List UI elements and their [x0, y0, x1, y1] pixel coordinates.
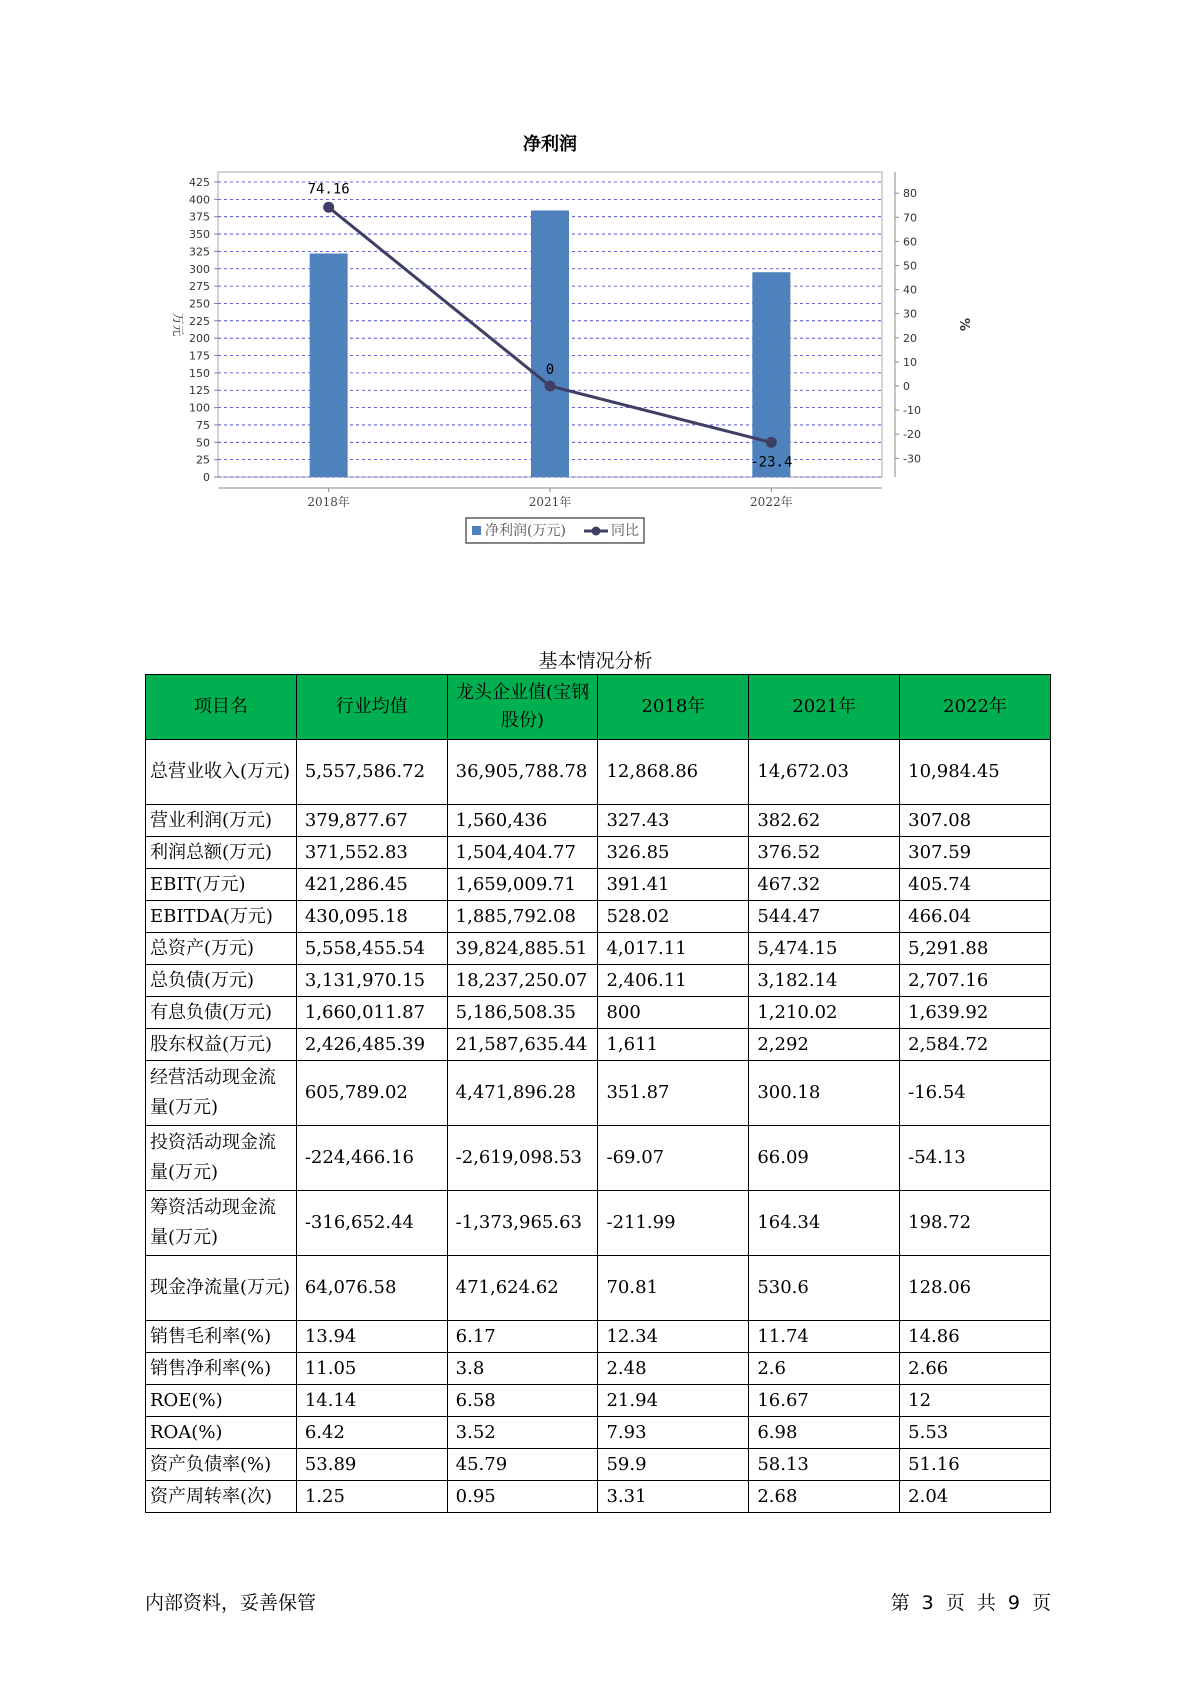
- table-cell: 18,237,250.07: [447, 965, 598, 997]
- y2-tick-label: 20: [903, 331, 917, 345]
- table-cell: 51.16: [900, 1449, 1051, 1481]
- table-cell: 326.85: [598, 837, 749, 869]
- row-label: 投资活动现金流量(万元): [146, 1126, 297, 1191]
- table-cell: 2.6: [749, 1353, 900, 1385]
- table-row: [146, 1481, 1051, 1513]
- y-tick-label: 25: [196, 453, 210, 467]
- table-cell: 12.34: [598, 1321, 749, 1353]
- table-cell: 39,824,885.51: [447, 933, 598, 965]
- table-cell: 2.48: [598, 1353, 749, 1385]
- table-cell: 5.53: [900, 1417, 1051, 1449]
- table-cell: 2,707.16: [900, 965, 1051, 997]
- row-label: 总负债(万元): [146, 965, 297, 997]
- legend-line-label: 同比: [611, 523, 639, 539]
- table-row: [146, 1321, 1051, 1353]
- table-cell: 2,292: [749, 1029, 900, 1061]
- table-cell: 300.18: [749, 1061, 900, 1126]
- y-tick-label: 350: [189, 228, 210, 242]
- table-cell: 66.09: [749, 1126, 900, 1191]
- table-cell: 1,885,792.08: [447, 901, 598, 933]
- table-cell: 800: [598, 997, 749, 1029]
- table-cell: -316,652.44: [296, 1191, 447, 1256]
- header-leader-value: 龙头企业值(宝钢股份): [447, 675, 598, 740]
- table-cell: 21.94: [598, 1385, 749, 1417]
- table-header-row: [146, 675, 1051, 740]
- table-cell: 5,557,586.72: [296, 740, 447, 805]
- row-label: 筹资活动现金流量(万元): [146, 1191, 297, 1256]
- table-cell: 1,210.02: [749, 997, 900, 1029]
- row-label: 经营活动现金流量(万元): [146, 1061, 297, 1126]
- y2-tick-label: 30: [903, 307, 917, 321]
- y2-tick-label: 80: [903, 187, 917, 201]
- row-label: ROA(%): [146, 1417, 297, 1449]
- y2-axis-label: %: [956, 317, 971, 332]
- table-cell: 2,406.11: [598, 965, 749, 997]
- row-label: EBIT(万元): [146, 869, 297, 901]
- x-tick-label: 2021年: [528, 495, 572, 509]
- header-2021: 2021年: [749, 675, 900, 740]
- table-row: [146, 805, 1051, 837]
- row-label: 总资产(万元): [146, 933, 297, 965]
- y2-tick-label: 70: [903, 211, 917, 225]
- y-tick-label: 125: [189, 384, 210, 398]
- table-cell: 3,182.14: [749, 965, 900, 997]
- table-cell: 467.32: [749, 869, 900, 901]
- y2-tick-label: 50: [903, 259, 917, 273]
- table-cell: 3.31: [598, 1481, 749, 1513]
- table-cell: 0.95: [447, 1481, 598, 1513]
- row-label: 资产负债率(%): [146, 1449, 297, 1481]
- row-label: 有息负债(万元): [146, 997, 297, 1029]
- header-item-name: 项目名: [146, 675, 297, 740]
- y2-tick-label: 0: [903, 380, 910, 393]
- table-row: [146, 1449, 1051, 1481]
- table-cell: 6.98: [749, 1417, 900, 1449]
- table-cell: 16.67: [749, 1385, 900, 1417]
- legend-line-marker: [592, 527, 601, 536]
- table-cell: 430,095.18: [296, 901, 447, 933]
- yoy-point: [766, 437, 777, 448]
- basic-analysis-table: [145, 674, 1051, 1513]
- table-cell: 11.05: [296, 1353, 447, 1385]
- table-cell: 14,672.03: [749, 740, 900, 805]
- table-cell: 70.81: [598, 1256, 749, 1321]
- yoy-point: [545, 381, 556, 392]
- table-cell: 3,131,970.15: [296, 965, 447, 997]
- table-cell: 530.6: [749, 1256, 900, 1321]
- table-cell: 5,291.88: [900, 933, 1051, 965]
- table-cell: 544.47: [749, 901, 900, 933]
- table-cell: 1,660,011.87: [296, 997, 447, 1029]
- y-tick-label: 0: [203, 471, 210, 484]
- table-cell: 5,186,508.35: [447, 997, 598, 1029]
- table-cell: -1,373,965.63: [447, 1191, 598, 1256]
- table-cell: 421,286.45: [296, 869, 447, 901]
- table-cell: 379,877.67: [296, 805, 447, 837]
- row-label: 营业利润(万元): [146, 805, 297, 837]
- bar-2018年: [310, 253, 348, 477]
- table-cell: 382.62: [749, 805, 900, 837]
- y-tick-label: 150: [189, 366, 210, 380]
- table-cell: 3.52: [447, 1417, 598, 1449]
- table-cell: 21,587,635.44: [447, 1029, 598, 1061]
- y-tick-label: 250: [189, 297, 210, 311]
- table-row: [146, 740, 1051, 805]
- yoy-data-label: 74.16: [307, 181, 350, 198]
- chart-canvas: [160, 130, 1040, 600]
- table-cell: 471,624.62: [447, 1256, 598, 1321]
- legend-bar-swatch: [472, 526, 481, 535]
- chart-title: 净利润: [523, 134, 577, 155]
- table-cell: 2.68: [749, 1481, 900, 1513]
- table-cell: 5,474.15: [749, 933, 900, 965]
- table-cell: 371,552.83: [296, 837, 447, 869]
- table-cell: 3.8: [447, 1353, 598, 1385]
- row-label: 销售毛利率(%): [146, 1321, 297, 1353]
- table-cell: 2.04: [900, 1481, 1051, 1513]
- y2-tick-label: 60: [903, 235, 917, 249]
- y-tick-label: 375: [189, 210, 210, 224]
- table-cell: 1,659,009.71: [447, 869, 598, 901]
- table-row: [146, 997, 1051, 1029]
- table-cell: 605,789.02: [296, 1061, 447, 1126]
- table-row: [146, 1191, 1051, 1256]
- table-body: [146, 740, 1051, 1513]
- table-row: [146, 1029, 1051, 1061]
- table-cell: 307.08: [900, 805, 1051, 837]
- row-label: 股东权益(万元): [146, 1029, 297, 1061]
- y-tick-label: 100: [189, 401, 210, 415]
- y-tick-label: 300: [189, 262, 210, 276]
- x-tick-label: 2022年: [750, 495, 793, 509]
- table-cell: 2,584.72: [900, 1029, 1051, 1061]
- table-row: [146, 837, 1051, 869]
- table-cell: 11.74: [749, 1321, 900, 1353]
- y-tick-label: 50: [196, 436, 210, 450]
- table-cell: 1.25: [296, 1481, 447, 1513]
- table-cell: 327.43: [598, 805, 749, 837]
- table-row: [146, 1061, 1051, 1126]
- y-tick-label: 325: [189, 245, 210, 259]
- table-cell: 36,905,788.78: [447, 740, 598, 805]
- table-cell: 2.66: [900, 1353, 1051, 1385]
- table-cell: 1,611: [598, 1029, 749, 1061]
- table-row: [146, 933, 1051, 965]
- table-row: [146, 1256, 1051, 1321]
- table-cell: 6.42: [296, 1417, 447, 1449]
- table-cell: 12: [900, 1385, 1051, 1417]
- table-cell: 466.04: [900, 901, 1051, 933]
- table-cell: 14.14: [296, 1385, 447, 1417]
- y-tick-label: 175: [189, 349, 210, 363]
- yoy-data-label: 0: [545, 362, 555, 378]
- header-2018: 2018年: [598, 675, 749, 740]
- table-cell: 6.58: [447, 1385, 598, 1417]
- y2-tick-label: -30: [903, 452, 921, 466]
- legend-bar-label: 净利润(万元): [485, 523, 566, 539]
- table-row: [146, 1385, 1051, 1417]
- y-axis-label: 万元: [171, 312, 185, 337]
- table-cell: 1,639.92: [900, 997, 1051, 1029]
- table-cell: 128.06: [900, 1256, 1051, 1321]
- table-row: [146, 869, 1051, 901]
- table-cell: -69.07: [598, 1126, 749, 1191]
- y2-tick-label: 10: [903, 355, 917, 369]
- table-row: [146, 1417, 1051, 1449]
- row-label: 现金净流量(万元): [146, 1256, 297, 1321]
- row-label: EBITDA(万元): [146, 901, 297, 933]
- table-cell: 391.41: [598, 869, 749, 901]
- y-tick-label: 225: [189, 314, 210, 328]
- net-profit-chart: [160, 130, 1040, 600]
- table-cell: 376.52: [749, 837, 900, 869]
- table-cell: 1,504,404.77: [447, 837, 598, 869]
- table-cell: 307.59: [900, 837, 1051, 869]
- row-label: ROE(%): [146, 1385, 297, 1417]
- table-cell: 5,558,455.54: [296, 933, 447, 965]
- y2-tick-label: 40: [903, 283, 917, 297]
- y-tick-label: 275: [189, 280, 210, 294]
- row-label: 利润总额(万元): [146, 837, 297, 869]
- table-cell: 13.94: [296, 1321, 447, 1353]
- table-cell: 58.13: [749, 1449, 900, 1481]
- table-cell: -224,466.16: [296, 1126, 447, 1191]
- table-cell: 7.93: [598, 1417, 749, 1449]
- bar-2021年: [531, 210, 569, 477]
- table-cell: 4,017.11: [598, 933, 749, 965]
- table-cell: 10,984.45: [900, 740, 1051, 805]
- y2-tick-label: -10: [903, 404, 921, 418]
- y-tick-label: 200: [189, 332, 210, 346]
- table-cell: 12,868.86: [598, 740, 749, 805]
- table-row: [146, 1126, 1051, 1191]
- row-label: 销售净利率(%): [146, 1353, 297, 1385]
- table-title: 基本情况分析: [538, 650, 653, 672]
- table-cell: 64,076.58: [296, 1256, 447, 1321]
- table-row: [146, 965, 1051, 997]
- header-2022: 2022年: [900, 675, 1051, 740]
- table-cell: 4,471,896.28: [447, 1061, 598, 1126]
- table-row: [146, 1353, 1051, 1385]
- y2-tick-label: -20: [903, 428, 921, 442]
- y-tick-label: 400: [189, 193, 210, 207]
- table-row: [146, 901, 1051, 933]
- table-cell: 6.17: [447, 1321, 598, 1353]
- table-cell: 164.34: [749, 1191, 900, 1256]
- table-cell: -2,619,098.53: [447, 1126, 598, 1191]
- table-cell: -211.99: [598, 1191, 749, 1256]
- y-tick-label: 75: [196, 418, 210, 432]
- table-cell: 53.89: [296, 1449, 447, 1481]
- table-cell: 45.79: [447, 1449, 598, 1481]
- row-label: 资产周转率(次): [146, 1481, 297, 1513]
- header-industry-avg: 行业均值: [296, 675, 447, 740]
- table-cell: 198.72: [900, 1191, 1051, 1256]
- table-cell: 59.9: [598, 1449, 749, 1481]
- yoy-point: [323, 202, 334, 213]
- table-cell: 1,560,436: [447, 805, 598, 837]
- row-label: 总营业收入(万元): [146, 740, 297, 805]
- y-tick-label: 425: [189, 176, 210, 189]
- footer-page-number: 第 3 页 共 9 页: [890, 1592, 1051, 1614]
- table-cell: 528.02: [598, 901, 749, 933]
- table-cell: -16.54: [900, 1061, 1051, 1126]
- yoy-data-label: -23.4: [750, 454, 793, 471]
- table-cell: 2,426,485.39: [296, 1029, 447, 1061]
- table-cell: 14.86: [900, 1321, 1051, 1353]
- footer-confidential-note: 内部资料，妥善保管: [145, 1592, 317, 1614]
- table-cell: -54.13: [900, 1126, 1051, 1191]
- table-cell: 405.74: [900, 869, 1051, 901]
- x-tick-label: 2018年: [307, 495, 350, 509]
- table-cell: 351.87: [598, 1061, 749, 1126]
